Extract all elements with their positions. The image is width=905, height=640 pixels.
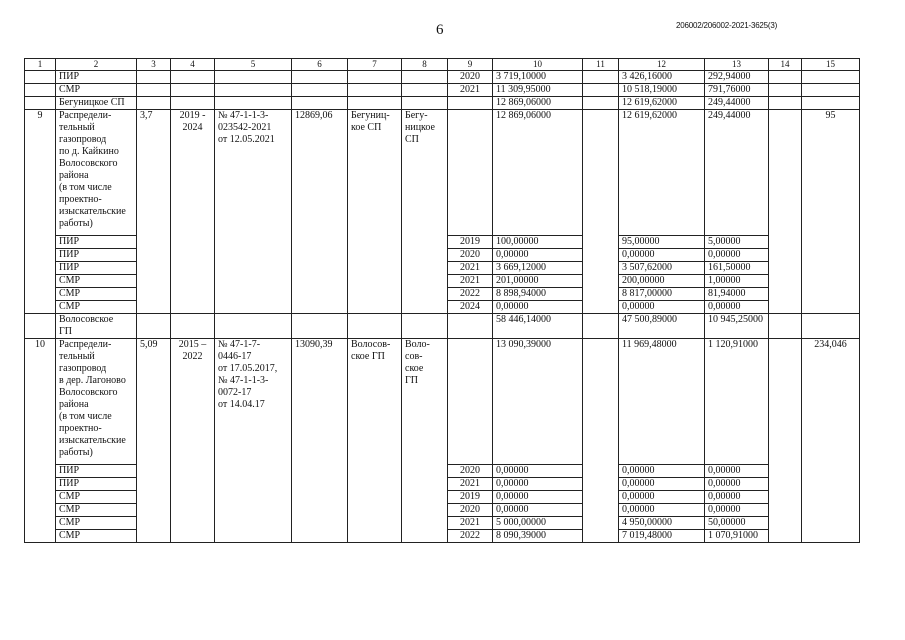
value-col12: 0,00000 (619, 504, 705, 517)
value-col13: 0,00000 (705, 504, 769, 517)
year: 2022 (448, 530, 493, 543)
value-col12: 47 500,89000 (619, 314, 705, 339)
value-col12: 0,00000 (619, 301, 705, 314)
total-value: 58 446,14000 (493, 314, 583, 339)
value-col13: 1 070,91000 (705, 530, 769, 543)
year: 2019 (448, 236, 493, 249)
year: 2021 (448, 478, 493, 491)
work-type: ПИР (56, 465, 137, 478)
value-col13: 0,00000 (705, 301, 769, 314)
value-col12: 95,00000 (619, 236, 705, 249)
total-value: 11 309,95000 (493, 84, 583, 97)
col-header: 7 (348, 59, 402, 71)
year: 2020 (448, 465, 493, 478)
col-header: 6 (292, 59, 348, 71)
col-header: 2 (56, 59, 137, 71)
settlement-total-name: Бегуницкое СП (56, 97, 137, 110)
col-header: 1 (25, 59, 56, 71)
value-col13: 249,44000 (705, 97, 769, 110)
work-type: СМР (56, 504, 137, 517)
customer: Волосов- ское ГП (348, 339, 402, 543)
settlement-total-name: Волосовское ГП (56, 314, 137, 339)
year: 2021 (448, 84, 493, 97)
value-col13: 0,00000 (705, 478, 769, 491)
work-type: СМР (56, 84, 137, 97)
work-type: СМР (56, 491, 137, 504)
value-col15: 95 (802, 110, 860, 314)
year: 2020 (448, 504, 493, 517)
header-row (25, 59, 860, 71)
work-type: СМР (56, 517, 137, 530)
length: 3,7 (137, 110, 171, 314)
value-col13: 292,94000 (705, 71, 769, 84)
year: 2021 (448, 262, 493, 275)
value-col12: 11 969,48000 (619, 339, 705, 465)
value-col12: 0,00000 (619, 478, 705, 491)
year: 2021 (448, 275, 493, 288)
recipient: Бегу- ницкое СП (402, 110, 448, 314)
work-type: СМР (56, 288, 137, 301)
table-row (25, 314, 860, 339)
total-value: 0,00000 (493, 301, 583, 314)
year: 2019 (448, 491, 493, 504)
value-col13: 0,00000 (705, 491, 769, 504)
work-type: СМР (56, 301, 137, 314)
value-col13: 0,00000 (705, 249, 769, 262)
total-value: 12 869,06000 (493, 110, 583, 236)
period: 2019 - 2024 (171, 110, 215, 314)
year: 2022 (448, 288, 493, 301)
work-type: ПИР (56, 478, 137, 491)
total-value: 0,00000 (493, 249, 583, 262)
work-type: СМР (56, 275, 137, 288)
value-col12: 0,00000 (619, 249, 705, 262)
year: 2024 (448, 301, 493, 314)
value-col12: 0,00000 (619, 491, 705, 504)
year: 2020 (448, 71, 493, 84)
value-col12: 3 507,62000 (619, 262, 705, 275)
total-value: 0,00000 (493, 478, 583, 491)
value-col13: 81,94000 (705, 288, 769, 301)
total-value: 8 090,39000 (493, 530, 583, 543)
table-row (25, 97, 860, 110)
value-col13: 0,00000 (705, 465, 769, 478)
value-col12: 10 518,19000 (619, 84, 705, 97)
recipient: Воло- сов- ское ГП (402, 339, 448, 543)
value-col12: 0,00000 (619, 465, 705, 478)
table-row (25, 339, 860, 465)
page-number: 6 (436, 22, 444, 38)
value-col12: 12 619,62000 (619, 110, 705, 236)
col-header: 8 (402, 59, 448, 71)
row-number: 10 (25, 339, 56, 543)
value-col13: 1 120,91000 (705, 339, 769, 465)
col-header: 14 (769, 59, 802, 71)
object-name: Распредели- тельный газопровод в дер. Лагоново Волосовского района (в том числе проектно- изыскательские работы) (56, 339, 137, 465)
col-header: 12 (619, 59, 705, 71)
value-col15: 234,046 (802, 339, 860, 543)
work-type: ПИР (56, 236, 137, 249)
document-reference: 206002/206002-2021-3625(3) (676, 21, 778, 30)
value-col12: 200,00000 (619, 275, 705, 288)
total-value: 0,00000 (493, 504, 583, 517)
work-type: ПИР (56, 71, 137, 84)
estimated-cost: 13090,39 (292, 339, 348, 543)
budget-table (24, 58, 860, 543)
value-col13: 10 945,25000 (705, 314, 769, 339)
value-col12: 4 950,00000 (619, 517, 705, 530)
work-type: ПИР (56, 262, 137, 275)
value-col13: 249,44000 (705, 110, 769, 236)
col-header: 9 (448, 59, 493, 71)
permit: № 47-1-1-3- 023542-2021 от 12.05.2021 (215, 110, 292, 314)
work-type: СМР (56, 530, 137, 543)
value-col13: 161,50000 (705, 262, 769, 275)
total-value: 201,00000 (493, 275, 583, 288)
value-col12: 7 019,48000 (619, 530, 705, 543)
object-name: Распредели- тельный газопровод по д. Кайкино Волосовского района (в том числе проектно- изыскательские работы) (56, 110, 137, 236)
permit: № 47-1-7- 0446-17 от 17.05.2017, № 47-1-1-3- 0072-17 от 14.04.17 (215, 339, 292, 543)
total-value: 5 000,00000 (493, 517, 583, 530)
value-col12: 3 426,16000 (619, 71, 705, 84)
total-value: 0,00000 (493, 491, 583, 504)
period: 2015 – 2022 (171, 339, 215, 543)
total-value: 3 719,10000 (493, 71, 583, 84)
value-col13: 5,00000 (705, 236, 769, 249)
col-header: 10 (493, 59, 583, 71)
customer: Бегуниц- кое СП (348, 110, 402, 314)
total-value: 3 669,12000 (493, 262, 583, 275)
value-col13: 791,76000 (705, 84, 769, 97)
col-header: 5 (215, 59, 292, 71)
row-number: 9 (25, 110, 56, 314)
col-header: 3 (137, 59, 171, 71)
length: 5,09 (137, 339, 171, 543)
total-value: 13 090,39000 (493, 339, 583, 465)
total-value: 8 898,94000 (493, 288, 583, 301)
table-row (25, 84, 860, 97)
value-col13: 1,00000 (705, 275, 769, 288)
col-header: 4 (171, 59, 215, 71)
total-value: 100,00000 (493, 236, 583, 249)
value-col12: 8 817,00000 (619, 288, 705, 301)
estimated-cost: 12869,06 (292, 110, 348, 314)
work-type: ПИР (56, 249, 137, 262)
col-header: 15 (802, 59, 860, 71)
year: 2021 (448, 517, 493, 530)
col-header: 11 (583, 59, 619, 71)
value-col13: 50,00000 (705, 517, 769, 530)
col-header: 13 (705, 59, 769, 71)
total-value: 12 869,06000 (493, 97, 583, 110)
table-row (25, 71, 860, 84)
table-row (25, 110, 860, 236)
year: 2020 (448, 249, 493, 262)
value-col12: 12 619,62000 (619, 97, 705, 110)
total-value: 0,00000 (493, 465, 583, 478)
